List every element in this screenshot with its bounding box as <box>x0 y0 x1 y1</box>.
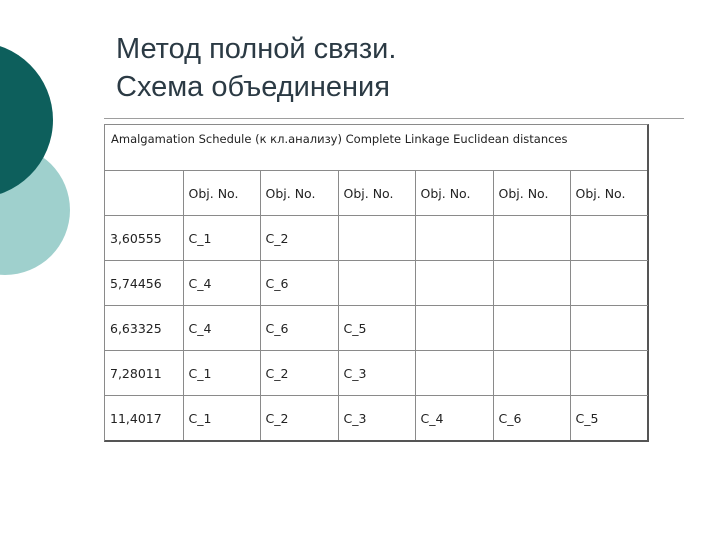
title-divider <box>104 118 684 119</box>
header-cell: Obj. No. <box>183 171 260 216</box>
header-cell: Obj. No. <box>415 171 493 216</box>
object-cell: C_1 <box>183 396 260 441</box>
object-cell <box>415 351 493 396</box>
object-cell: C_4 <box>183 261 260 306</box>
slide-title-line-2: Схема объединения <box>116 71 390 103</box>
decorative-circles <box>0 0 100 300</box>
table-row <box>105 396 648 441</box>
table-row <box>105 351 648 396</box>
object-cell <box>415 306 493 351</box>
object-cell <box>493 306 570 351</box>
object-cell: C_1 <box>183 216 260 261</box>
object-cell <box>493 216 570 261</box>
object-cell <box>570 351 648 396</box>
object-cell <box>493 261 570 306</box>
object-cell <box>493 351 570 396</box>
table-row <box>105 306 648 351</box>
object-cell <box>570 306 648 351</box>
header-cell: Obj. No. <box>260 171 338 216</box>
header-cell: Obj. No. <box>338 171 415 216</box>
object-cell <box>570 216 648 261</box>
object-cell <box>338 261 415 306</box>
object-cell: C_6 <box>260 261 338 306</box>
header-cell: Obj. No. <box>570 171 648 216</box>
object-cell: C_6 <box>260 306 338 351</box>
object-cell: C_5 <box>570 396 648 441</box>
object-cell: C_4 <box>183 306 260 351</box>
amalgamation-table <box>105 171 648 440</box>
header-row <box>105 171 648 216</box>
object-cell <box>338 216 415 261</box>
distance-cell: 5,74456 <box>105 261 183 306</box>
table-caption: Amalgamation Schedule (к кл.анализу) Complete Linkage Euclidean distances <box>105 125 647 171</box>
object-cell: C_6 <box>493 396 570 441</box>
slide-title-line-1: Метод полной связи. <box>116 33 397 65</box>
table-row <box>105 261 648 306</box>
distance-cell: 11,4017 <box>105 396 183 441</box>
object-cell <box>415 261 493 306</box>
object-cell: C_3 <box>338 396 415 441</box>
table-row <box>105 216 648 261</box>
object-cell: C_3 <box>338 351 415 396</box>
object-cell: C_1 <box>183 351 260 396</box>
object-cell: C_2 <box>260 396 338 441</box>
header-cell: Obj. No. <box>493 171 570 216</box>
header-cell <box>105 171 183 216</box>
slide-title <box>116 30 396 106</box>
amalgamation-schedule <box>104 124 649 442</box>
object-cell: C_4 <box>415 396 493 441</box>
distance-cell: 3,60555 <box>105 216 183 261</box>
object-cell: C_5 <box>338 306 415 351</box>
object-cell <box>415 216 493 261</box>
object-cell <box>570 261 648 306</box>
distance-cell: 6,63325 <box>105 306 183 351</box>
object-cell: C_2 <box>260 216 338 261</box>
distance-cell: 7,28011 <box>105 351 183 396</box>
object-cell: C_2 <box>260 351 338 396</box>
